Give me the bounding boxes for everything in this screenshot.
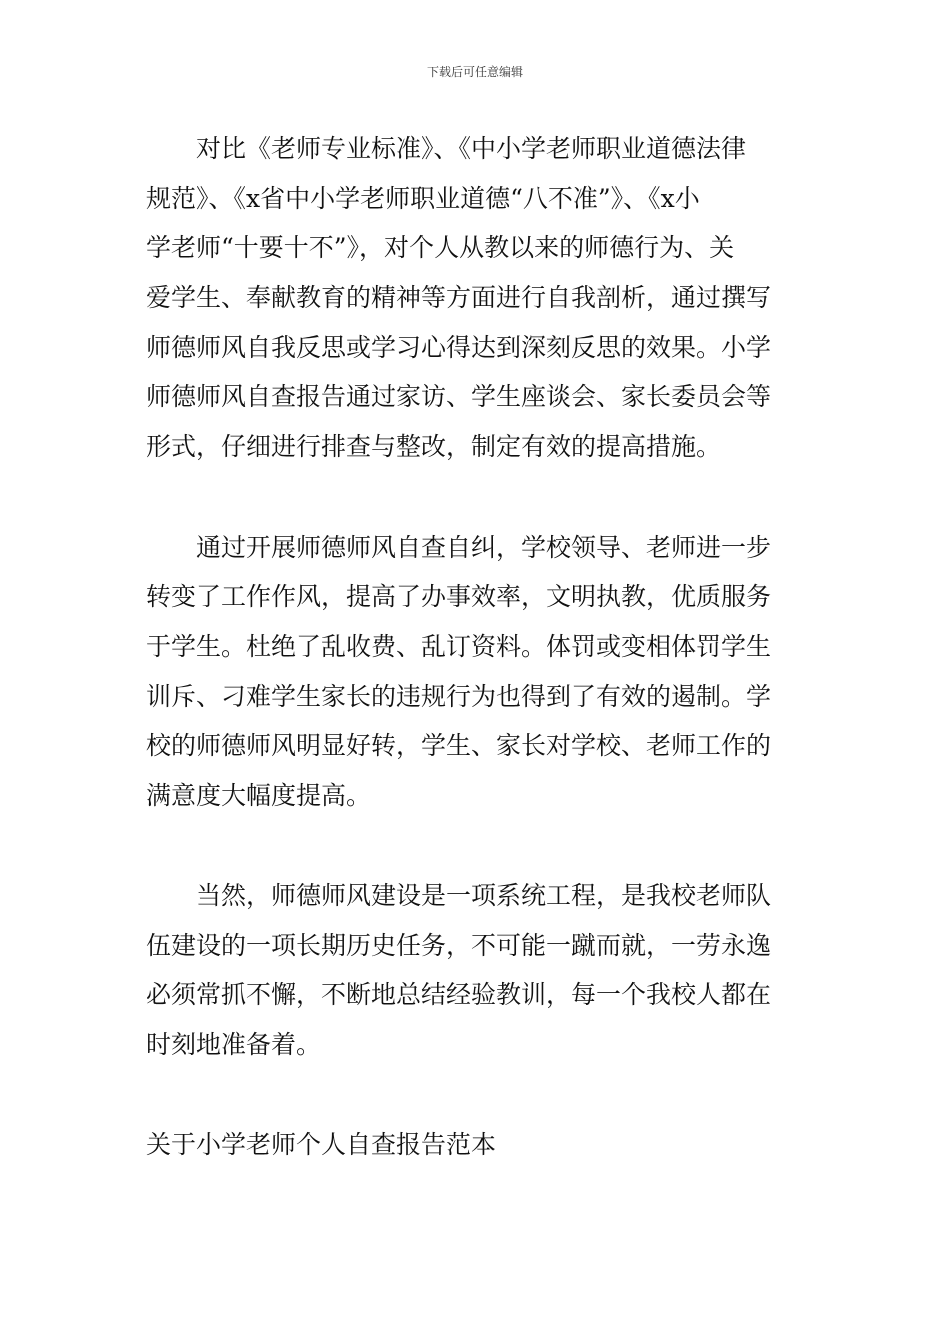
- paragraph-line: 当然，师德师风建设是一项系统工程，是我校老师队: [146, 881, 772, 910]
- paragraph-line: 训斥、刁难学生家长的违规行为也得到了有效的遏制。学: [146, 682, 772, 711]
- page-header: 下载后可任意编辑: [426, 65, 523, 79]
- paragraph-line: 形式，仔细进行排查与整改，制定有效的提高措施。: [146, 432, 722, 461]
- paragraph-line: 校的师德师风明显好转，学生、家长对学校、老师工作的: [146, 731, 772, 760]
- paragraph-line: 于学生。杜绝了乱收费、乱订资料。体罚或变相体罚学生: [146, 632, 772, 661]
- paragraph-line: 对比《老师专业标准》、《中小学老师职业道德法律: [146, 134, 747, 163]
- paragraph-line: 师德师风自我反思或学习心得达到深刻反思的效果。小学: [146, 333, 772, 362]
- paragraph-line: 师德师风自查报告通过家访、学生座谈会、家长委员会等: [146, 382, 772, 411]
- paragraph-line: 爱学生、奉献教育的精神等方面进行自我剖析，通过撰写: [146, 283, 772, 312]
- paragraph-line: 通过开展师德师风自查自纠，学校领导、老师进一步: [146, 533, 772, 562]
- paragraph-line: 学老师“十要十不”》，对个人从教以来的师德行为、关: [146, 233, 735, 262]
- paragraph-line: 转变了工作作风，提高了办事效率，文明执教，优质服务: [146, 582, 772, 611]
- paragraph-line: 伍建设的一项长期历史任务，不可能一蹴而就，一劳永逸: [146, 931, 772, 960]
- paragraph-line: 规范》、《x省中小学老师职业道德“八不准”》、《x小: [146, 184, 700, 213]
- paragraph-line: 必须常抓不懈，不断地总结经验教训，每一个我校人都在: [146, 980, 772, 1009]
- paragraph-line: 时刻地准备着。: [146, 1030, 322, 1059]
- paragraph-line: 满意度大幅度提高。: [146, 781, 372, 810]
- section-heading: 关于小学老师个人自查报告范本: [146, 1130, 497, 1159]
